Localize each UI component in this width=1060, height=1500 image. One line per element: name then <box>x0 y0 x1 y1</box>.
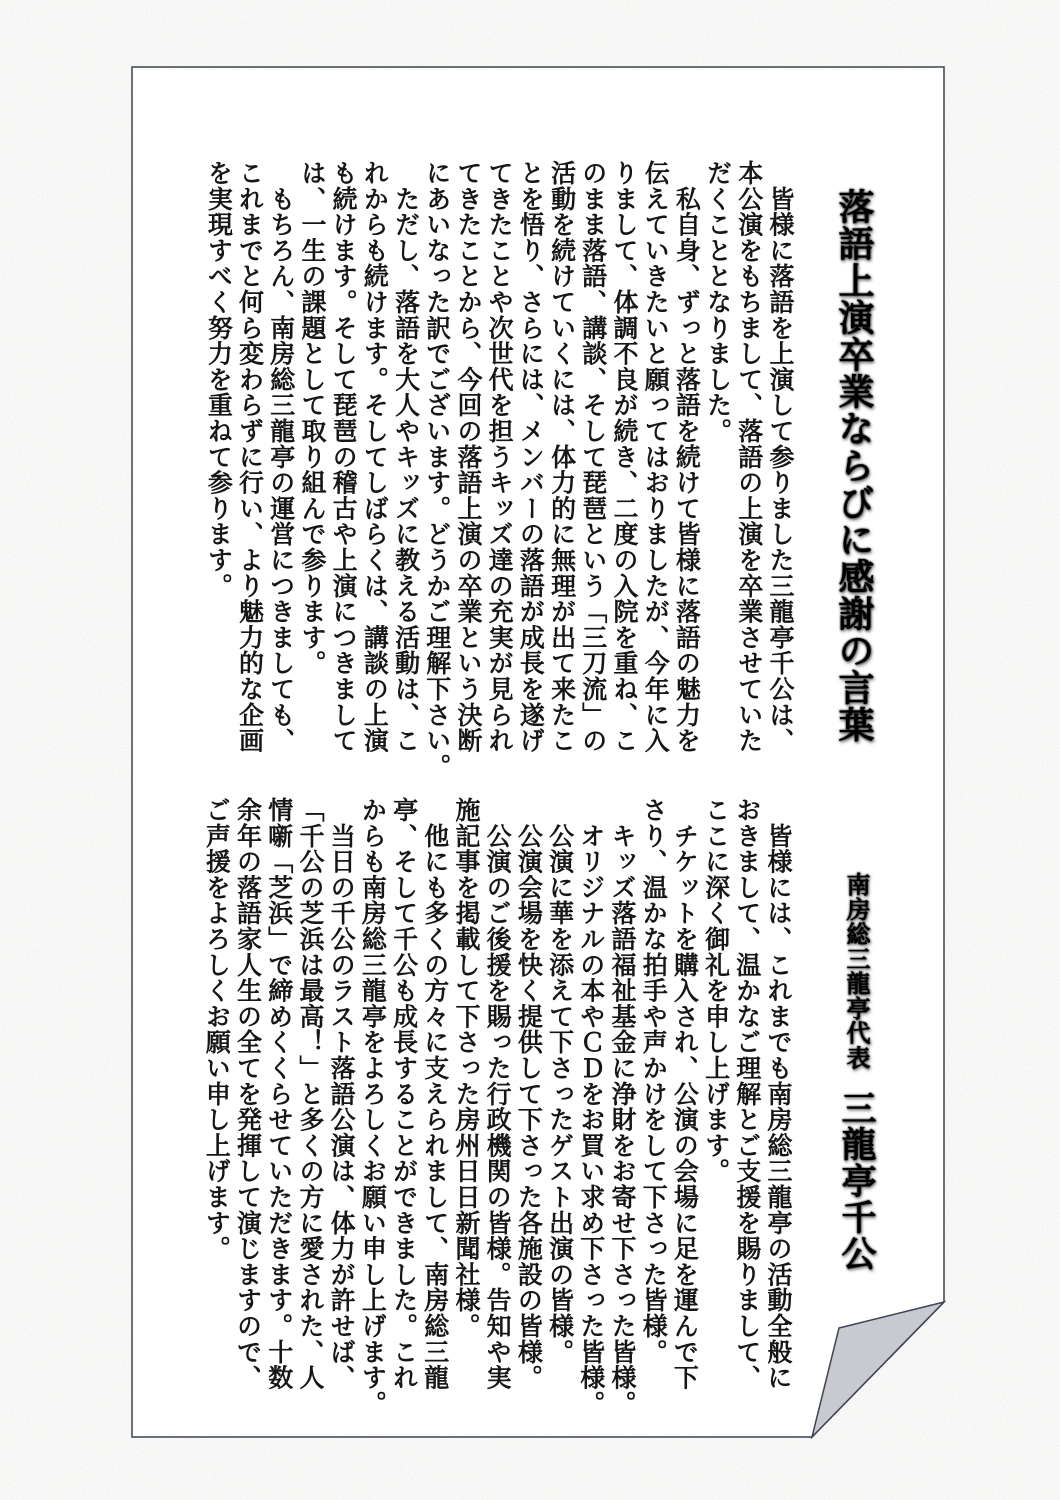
text-column: 当日の千公のラスト落語公演は、体力が許せば、 <box>327 797 357 1391</box>
page-title: 落語上演卒業ならびに感謝の言葉 <box>833 188 875 743</box>
text-column: これまでと何ら変わらずに行い、より魅力的な企画 <box>235 160 265 754</box>
text-column: 皆様に落語を上演して参りました三龍亭千公は、 <box>766 160 795 754</box>
text-column: 余年の落語家人生の全てを発揮して演じますので、 <box>233 797 263 1391</box>
text-column: 活動を続けていくには、体力的に無理が出て来たこ <box>547 160 577 754</box>
text-column: ここに深く御礼を申し上げます。 <box>701 797 731 1184</box>
text-column: にあいなった訳でございます。どうかご理解下さい。 <box>422 160 452 780</box>
text-column: ご声援をよろしくお願い申し上げます。 <box>202 797 232 1262</box>
text-column: とを悟り、さらには、メンバーの落語が成長を遂げ <box>516 160 546 754</box>
text-column: を実現すべく努力を重ねて参ります。 <box>204 160 234 599</box>
text-column: もちろん、南房総三龍亭の運営につきましても、 <box>266 160 296 754</box>
signature-block <box>828 872 884 1447</box>
text-column: 公演のご後援を賜った行政機関の皆様。告知や実 <box>483 797 513 1391</box>
text-column: だくこととなりました。 <box>703 160 733 444</box>
text-column: ただし、落語を大人やキッズに教える活動は、こ <box>391 160 421 754</box>
text-column: おきまして、温かなご理解とご支援を賜りまして、 <box>732 797 762 1391</box>
lower-text-block <box>201 797 794 1457</box>
text-column: りまして、体調不良が続き、二度の入院を重ね、こ <box>609 160 639 754</box>
text-column: 公演に華を添えて下さったゲスト出演の皆様。 <box>545 797 575 1365</box>
text-column: オリジナルの本やＣＤをお買い求め下さった皆様。 <box>576 797 606 1417</box>
text-column: 情噺「芝浜」で締めくくらせていただきます。十数 <box>264 797 294 1391</box>
text-column: 亭、そして千公も成長することができました。これ <box>389 797 419 1391</box>
text-column: も続けます。そして琵琶の稽古や上演につきまして <box>329 160 359 754</box>
text-column: のまま落語、講談、そして琵琶という「三刀流」の <box>578 160 608 754</box>
text-column: 公演会場を快く提供して下さった各施設の皆様。 <box>514 797 544 1391</box>
text-column: 私自身、ずっと落語を続けて皆様に落語の魅力を <box>672 160 702 754</box>
text-column: てきたことや次世代を担うキッズ達の充実が見られ <box>485 160 515 754</box>
text-column: 本公演をもちまして、落語の上演を卒業させていた <box>734 160 764 754</box>
text-column: 伝えていきたいと願ってはおりましたが、今年に入 <box>641 160 671 754</box>
text-column: 施記事を掲載して下さった房州日日新聞社様。 <box>451 797 481 1339</box>
signature-role: 南房総三龍亭代表 <box>842 872 871 1070</box>
text-column: キッズ落語福祉基金に浄財をお寄せ下さった皆様。 <box>607 797 637 1417</box>
text-column: 皆様には、これまでも南房総三龍亭の活動全般に <box>764 797 793 1391</box>
text-column: れからも続けます。そしてしばらくは、講談の上演 <box>360 160 390 754</box>
text-column: チケットを購入され、公演の会場に足を運んで下 <box>670 797 700 1391</box>
text-column: からも南房総三龍亭をよろしくお願い申し上げます。 <box>358 797 388 1417</box>
upper-text-block <box>203 160 796 825</box>
signature-name: 三龍亭千公 <box>836 1090 877 1272</box>
text-column: 「千公の芝浜は最高！」と多くの方に愛された、人 <box>295 797 325 1391</box>
text-column: は、一生の課題として取り組んで参ります。 <box>297 160 327 676</box>
text-column: てきたことから、今回の落語上演の卒業という決断 <box>453 160 483 754</box>
text-column: 他にも多くの方々に支えられまして、南房総三龍 <box>420 797 450 1391</box>
text-column: さり、温かな拍手や声かけをして下さった皆様。 <box>639 797 669 1365</box>
